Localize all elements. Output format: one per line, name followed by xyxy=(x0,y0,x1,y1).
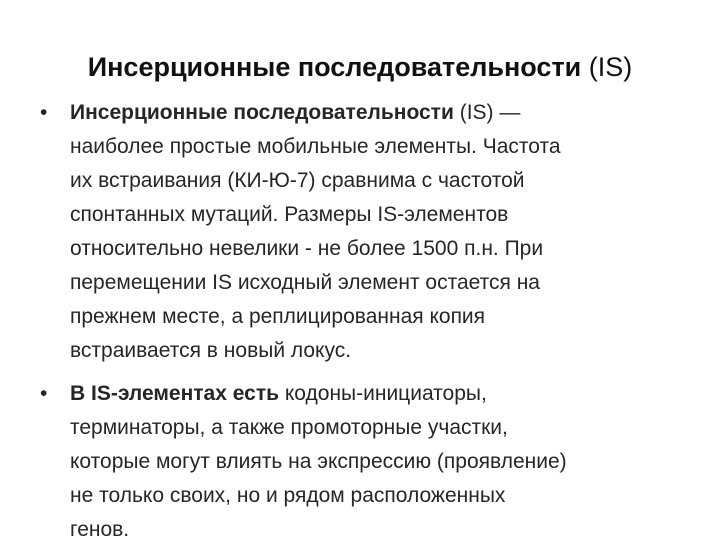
slide-title-bold: Инсерционные последовательности xyxy=(87,52,582,82)
line-text: (IS) — xyxy=(453,101,521,124)
text-line: наиболее простые мобильные элементы. Частота xyxy=(70,135,561,158)
text-line xyxy=(70,377,700,411)
text-line: которые могут влиять на экспрессию (проявление) xyxy=(70,450,567,473)
slide-title xyxy=(0,50,720,84)
text-line: встраивается в новый локус. xyxy=(70,339,352,362)
bullet-dot-icon: • xyxy=(40,101,48,124)
bullet-item-1 xyxy=(0,96,720,368)
text-line: терминаторы, а также промоторные участки, xyxy=(70,416,508,439)
text-line: не только своих, но и рядом расположенных xyxy=(70,484,506,507)
bullet-list xyxy=(0,96,720,547)
slide-title-rest: (IS) xyxy=(581,52,633,82)
bullet-item-2 xyxy=(0,377,720,547)
text-line: спонтанных мутаций. Размеры IS-элементов xyxy=(70,203,509,226)
text-line: прежнем месте, а реплицированная копия xyxy=(70,305,486,328)
text-line: относительно невелики - не более 1500 п.н. При xyxy=(70,237,544,260)
text-line xyxy=(70,96,700,130)
line-text: кодоны-инициаторы, xyxy=(279,382,487,405)
text-line: генов. xyxy=(70,518,130,541)
bold-text: Инсерционные последовательности xyxy=(70,101,454,124)
bold-text: В IS-элементах есть xyxy=(70,382,280,405)
text-line: их встраивания (КИ-Ю-7) сравнима с частотой xyxy=(70,169,525,192)
bullet-dot-icon: • xyxy=(40,382,48,405)
text-line: перемещении IS исходный элемент остается на xyxy=(70,271,540,294)
